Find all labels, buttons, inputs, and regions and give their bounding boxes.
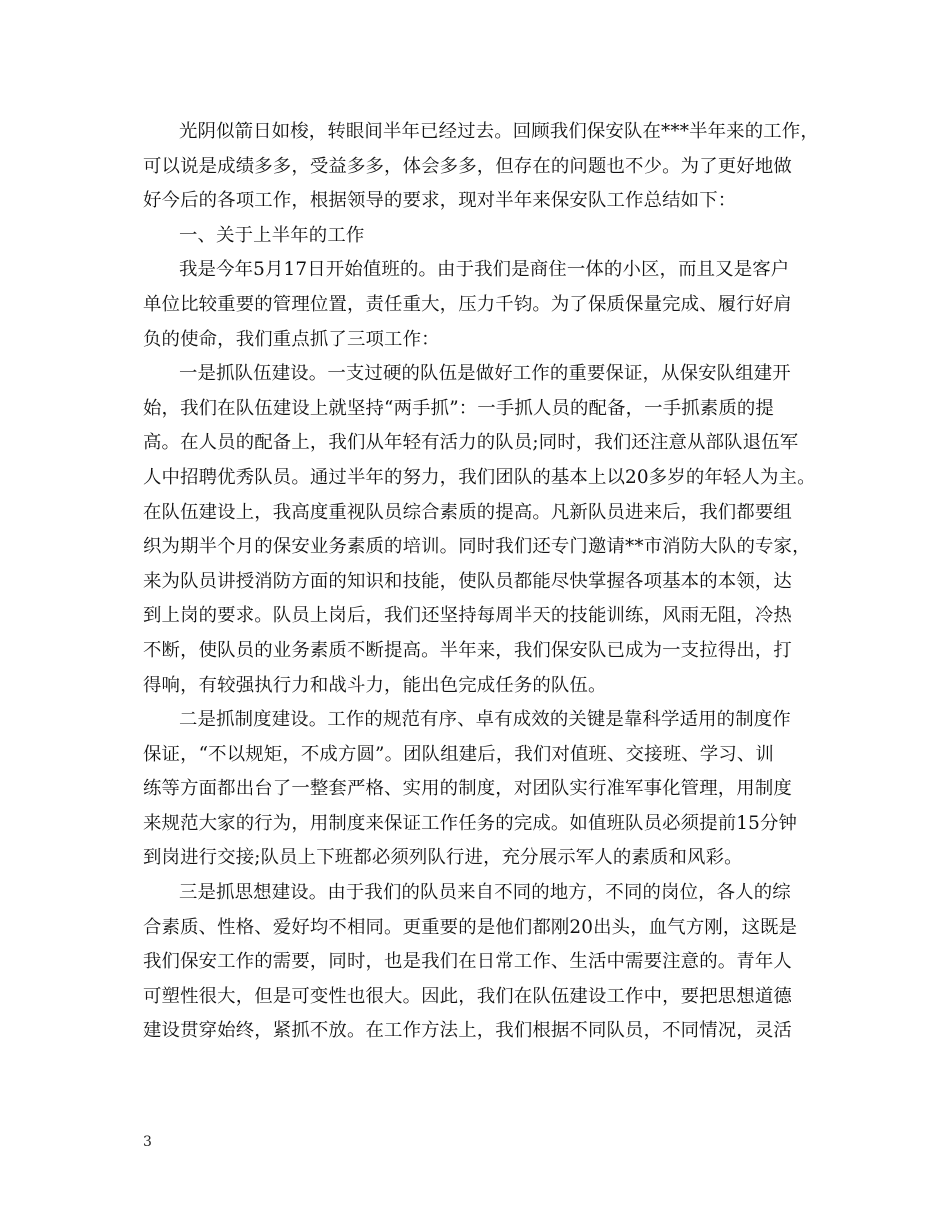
text-line: 我们保安工作的需要，同时，也是我们在日常工作、生活中需要注意的。青年人 [143, 951, 792, 973]
text-line: 到上岗的要求。队员上岗后，我们还坚持每周半天的技能训练，风雨无阻，冷热 [143, 605, 792, 627]
text-line: 在队伍建设上，我高度重视队员综合素质的提高。凡新队员进来后，我们都要组 [143, 501, 792, 523]
text-line: 一是抓队伍建设。一支过硬的队伍是做好工作的重要保证，从保安队组建开 [179, 363, 791, 385]
text-line: 不断，使队员的业务素质不断提高。半年来，我们保安队已成为一支拉得出，打 [143, 639, 792, 661]
section-heading: 一、关于上半年的工作 [179, 224, 365, 246]
text-line: 可以说是成绩多多，受益多多，体会多多，但存在的问题也不少。为了更好地做 [143, 155, 792, 177]
text-line: 合素质、性格、爱好均不相同。更重要的是他们都刚20出头，血气方刚，这既是 [143, 916, 798, 938]
text-line: 我是今年5月17日开始值班的。由于我们是商住一体的小区，而且又是客户 [179, 259, 790, 281]
text-line: 保证，“不以规矩，不成方圆”。团队组建后，我们对值班、交接班、学习、训 [143, 743, 774, 765]
page-number: 3 [143, 1134, 152, 1150]
text-line: 练等方面都出台了一整套严格、实用的制度，对团队实行准军事化管理，用制度 [143, 778, 792, 800]
text-line: 好今后的各项工作，根据领导的要求，现对半年来保安队工作总结如下： [143, 190, 737, 212]
text-line: 单位比较重要的管理位置，责任重大，压力千钧。为了保质保量完成、履行好肩 [143, 293, 792, 315]
body-text [143, 115, 823, 1049]
text-line: 高。在人员的配备上，我们从年轻有活力的队员;同时，我们还注意从部队退伍军 [143, 432, 799, 454]
text-line: 来为队员讲授消防方面的知识和技能，使队员都能尽快掌握各项基本的本领，达 [143, 570, 792, 592]
text-line: 可塑性很大，但是可变性也很大。因此，我们在队伍建设工作中，要把思想道德 [143, 985, 792, 1007]
text-line: 负的使命，我们重点抓了三项工作： [143, 328, 440, 350]
text-line: 到岗进行交接;队员上下班都必须列队行进，充分展示军人的素质和风彩。 [143, 847, 743, 869]
text-line: 始，我们在队伍建设上就坚持“两手抓”：一手抓人员的配备，一手抓素质的提 [143, 397, 774, 419]
text-line: 织为期半个月的保安业务素质的培训。同时我们还专门邀请**市消防大队的专家， [143, 536, 811, 558]
text-line: 二是抓制度建设。工作的规范有序、卓有成效的关键是靠科学适用的制度作 [179, 709, 791, 731]
text-line: 建设贯穿始终，紧抓不放。在工作方法上，我们根据不同队员，不同情况，灵活 [143, 1020, 792, 1042]
text-line: 得响，有较强执行力和战斗力，能出色完成任务的队伍。 [143, 674, 607, 696]
text-line: 人中招聘优秀队员。通过半年的努力，我们团队的基本上以20多岁的年轻人为主。 [143, 466, 816, 488]
text-line: 三是抓思想建设。由于我们的队员来自不同的地方，不同的岗位，各人的综 [179, 882, 791, 904]
text-line: 来规范大家的行为，用制度来保证工作任务的完成。如值班队员必须提前15分钟 [143, 812, 798, 834]
text-line: 光阴似箭日如梭，转眼间半年已经过去。回顾我们保安队在***半年来的工作， [179, 121, 819, 142]
